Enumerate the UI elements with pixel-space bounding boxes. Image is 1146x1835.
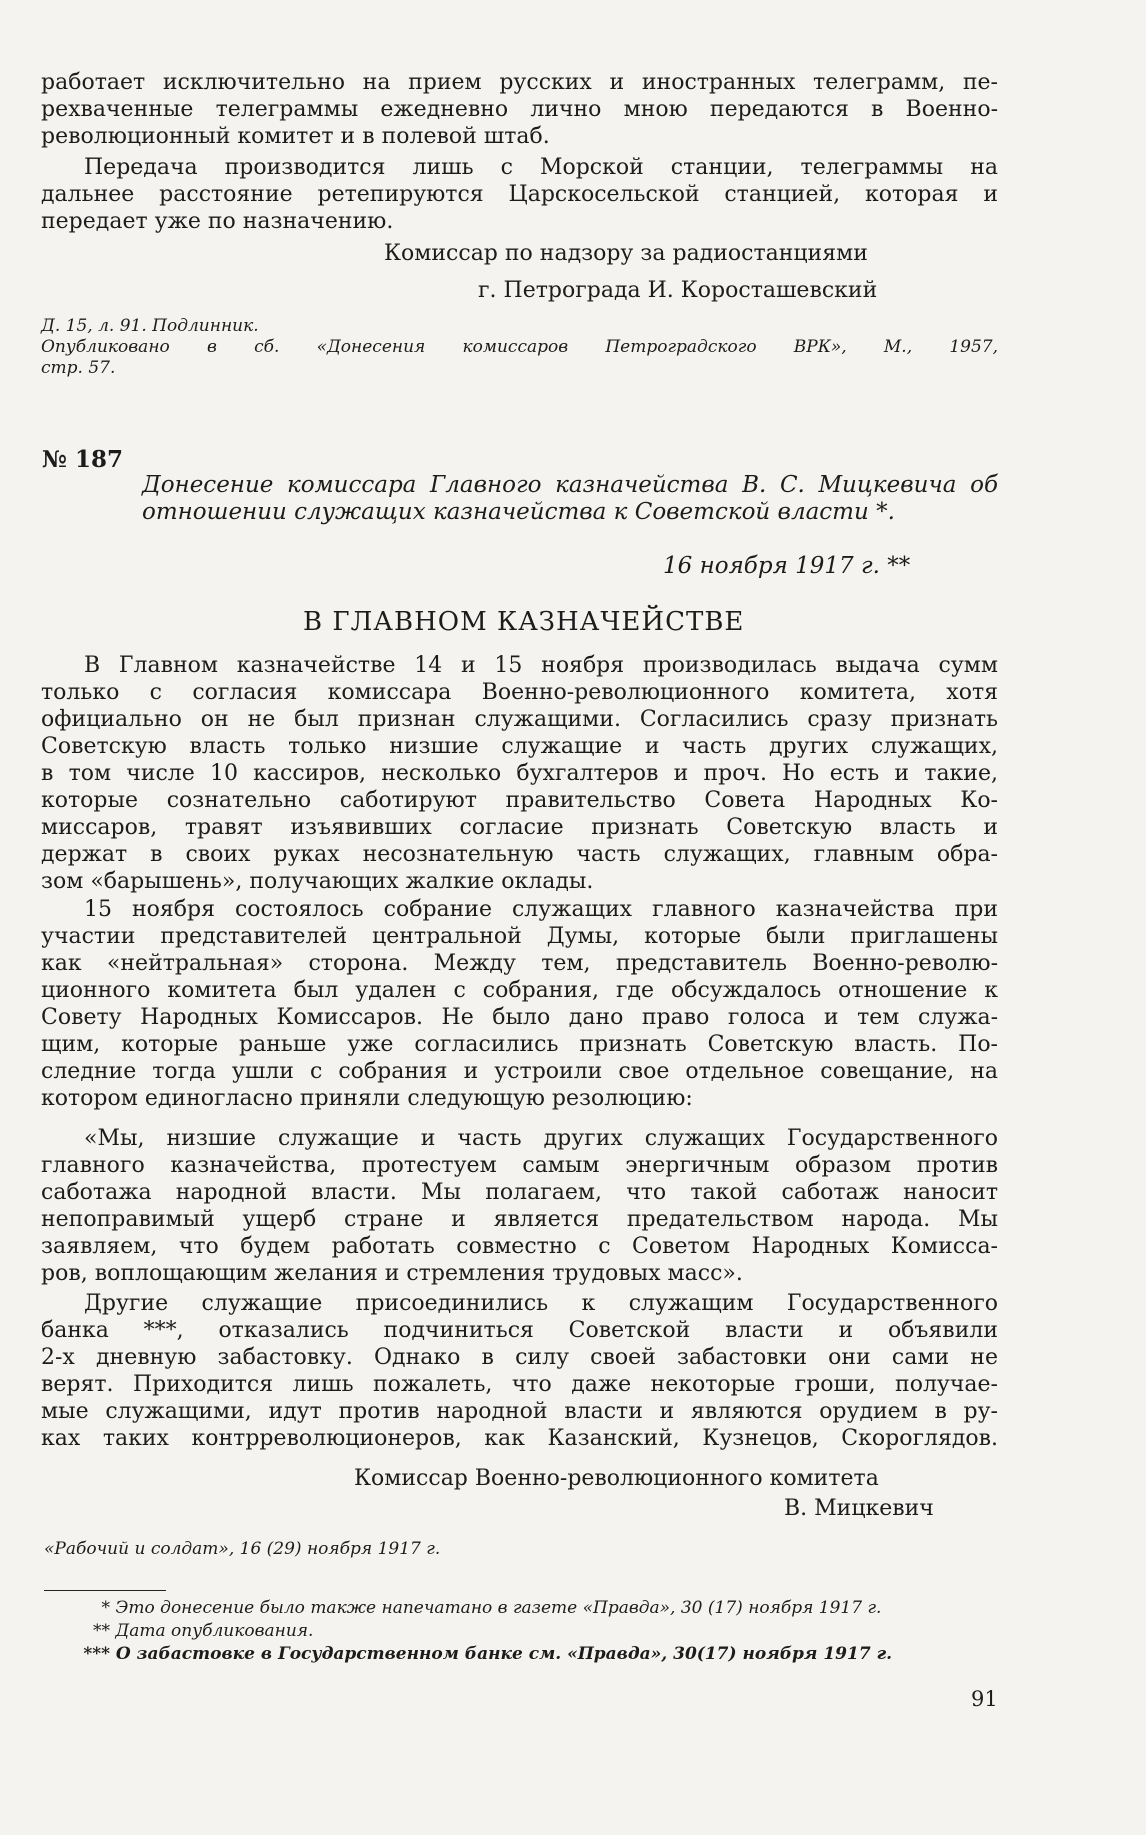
- section-heading: В ГЛАВНОМ КАЗНАЧЕЙСТВЕ: [303, 607, 745, 637]
- paragraph-line: ках таких контрреволюционеров, как Казанский, Кузнецов, Скороглядов.: [41, 1426, 998, 1451]
- paragraph-line: «Мы, низшие служащие и часть других служащих Государственного: [84, 1126, 998, 1151]
- paragraph-line: заявляем, что будем работать совместно с Советом Народных Комисса-: [41, 1234, 998, 1259]
- paragraph-line: 15 ноября состоялось собрание служащих главного казначейства при: [84, 897, 998, 922]
- footnote: [70, 1644, 892, 1664]
- paragraph-line: банка ***, отказались подчиниться Советской власти и объявили: [41, 1318, 998, 1343]
- paragraph-line: щим, которые раньше уже согласились признать Советскую власть. По-: [41, 1032, 998, 1057]
- paragraph-line: зом «барышень», получающих жалкие оклады.: [41, 869, 594, 894]
- paragraph-line: Передача производится лишь с Морской станции, телеграммы на: [84, 155, 998, 180]
- footnote-marker: *: [101, 1598, 110, 1618]
- footnote: [70, 1598, 881, 1618]
- footnote: [70, 1621, 313, 1641]
- footnote-marker: ***: [83, 1644, 110, 1664]
- archive-source: Д. 15, л. 91. Подлинник.: [41, 316, 259, 336]
- paragraph-line: работает исключительно на прием русских и иностранных телеграмм, пе-: [41, 70, 998, 95]
- paragraph-line: верят. Приходится лишь пожалеть, что даже некоторые гроши, получае-: [41, 1372, 998, 1397]
- paragraph-line: саботажа народной власти. Мы полагаем, что такой саботаж наносит: [41, 1180, 998, 1205]
- paragraph-line: участии представителей центральной Думы, которые были приглашены: [41, 924, 998, 949]
- paragraph-line: главного казначейства, протестуем самым энергичным образом против: [41, 1153, 998, 1178]
- publication-source-page: стр. 57.: [41, 358, 116, 378]
- footnote-text: Дата опубликования.: [115, 1621, 314, 1641]
- footnote-text: Это донесение было также напечатано в газете «Правда», 30 (17) ноября 1917 г.: [115, 1598, 882, 1618]
- page-number: 91: [971, 1687, 998, 1711]
- paragraph-line: только с согласия комиссара Военно-революционного комитета, хотя: [41, 680, 998, 705]
- paragraph-line: революционный комитет и в полевой штаб.: [41, 124, 550, 149]
- paragraph-line: непоправимый ущерб стране и является предательством народа. Мы: [41, 1207, 998, 1232]
- signature-line: Комиссар по надзору за радиостанциями: [384, 241, 868, 266]
- document-date: 16 ноября 1917 г. **: [663, 553, 911, 579]
- paragraph-line: которые сознательно саботируют правительство Совета Народных Ко-: [41, 788, 998, 813]
- paragraph-line: 2-х дневную забастовку. Однако в силу своей забастовки они сами не: [41, 1345, 998, 1370]
- paragraph-line: официально он не был признан служащими. Согласились сразу признать: [41, 707, 998, 732]
- publication-source: Опубликовано в сб. «Донесения комиссаров Петроградского ВРК», М., 1957,: [41, 337, 998, 357]
- paragraph-line: Советскую власть только низшие служащие и часть других служащих,: [41, 734, 998, 759]
- newspaper-source: «Рабочий и солдат», 16 (29) ноября 1917 г.: [44, 1539, 441, 1559]
- paragraph-line: Другие служащие присоединились к служащим Государственного: [84, 1291, 998, 1316]
- paragraph-line: ционного комитета был удален с собрания, где обсуждалось отношение к: [41, 978, 998, 1003]
- paragraph-line: дальнее расстояние ретепируются Царскосельской станцией, которая и: [41, 182, 998, 207]
- footnote-separator: [44, 1590, 166, 1591]
- paragraph-line: передает уже по назначению.: [41, 209, 394, 234]
- paragraph-line: держат в своих руках несознательную часть служащих, главным обра-: [41, 842, 998, 867]
- signature-line: Комиссар Военно-революционного комитета: [354, 1466, 879, 1491]
- document-title: Донесение комиссара Главного казначейства В. С. Мицкевича об: [142, 472, 998, 498]
- footnote-marker: **: [93, 1621, 110, 1641]
- paragraph-line: в том числе 10 кассиров, несколько бухгалтеров и проч. Но есть и такие,: [41, 761, 998, 786]
- paragraph-line: рехваченные телеграммы ежедневно лично мною передаются в Военно-: [41, 97, 998, 122]
- document-number: № 187: [42, 446, 124, 473]
- paragraph-line: мые служащими, идут против народной власти и являются орудием в ру-: [41, 1399, 998, 1424]
- footnote-text: О забастовке в Государственном банке см. «Правда», 30(17) ноября 1917 г.: [115, 1644, 893, 1664]
- paragraph-line: котором единогласно приняли следующую резолюцию:: [41, 1086, 693, 1111]
- signature-line: В. Мицкевич: [784, 1496, 934, 1521]
- paragraph-line: В Главном казначействе 14 и 15 ноября производилась выдача сумм: [84, 653, 998, 678]
- paragraph-line: миссаров, травят изъявивших согласие признать Советскую власть и: [41, 815, 998, 840]
- paragraph-line: Совету Народных Комиссаров. Не было дано право голоса и тем служа-: [41, 1005, 998, 1030]
- document-title: отношении служащих казначейства к Советской власти *.: [142, 499, 895, 525]
- signature-line: г. Петрограда И. Коросташевский: [478, 278, 878, 303]
- paragraph-line: ров, воплощающим желания и стремления трудовых масс».: [41, 1261, 743, 1286]
- paragraph-line: следние тогда ушли с собрания и устроили свое отдельное совещание, на: [41, 1059, 998, 1084]
- paragraph-line: как «нейтральная» сторона. Между тем, представитель Военно-револю-: [41, 951, 998, 976]
